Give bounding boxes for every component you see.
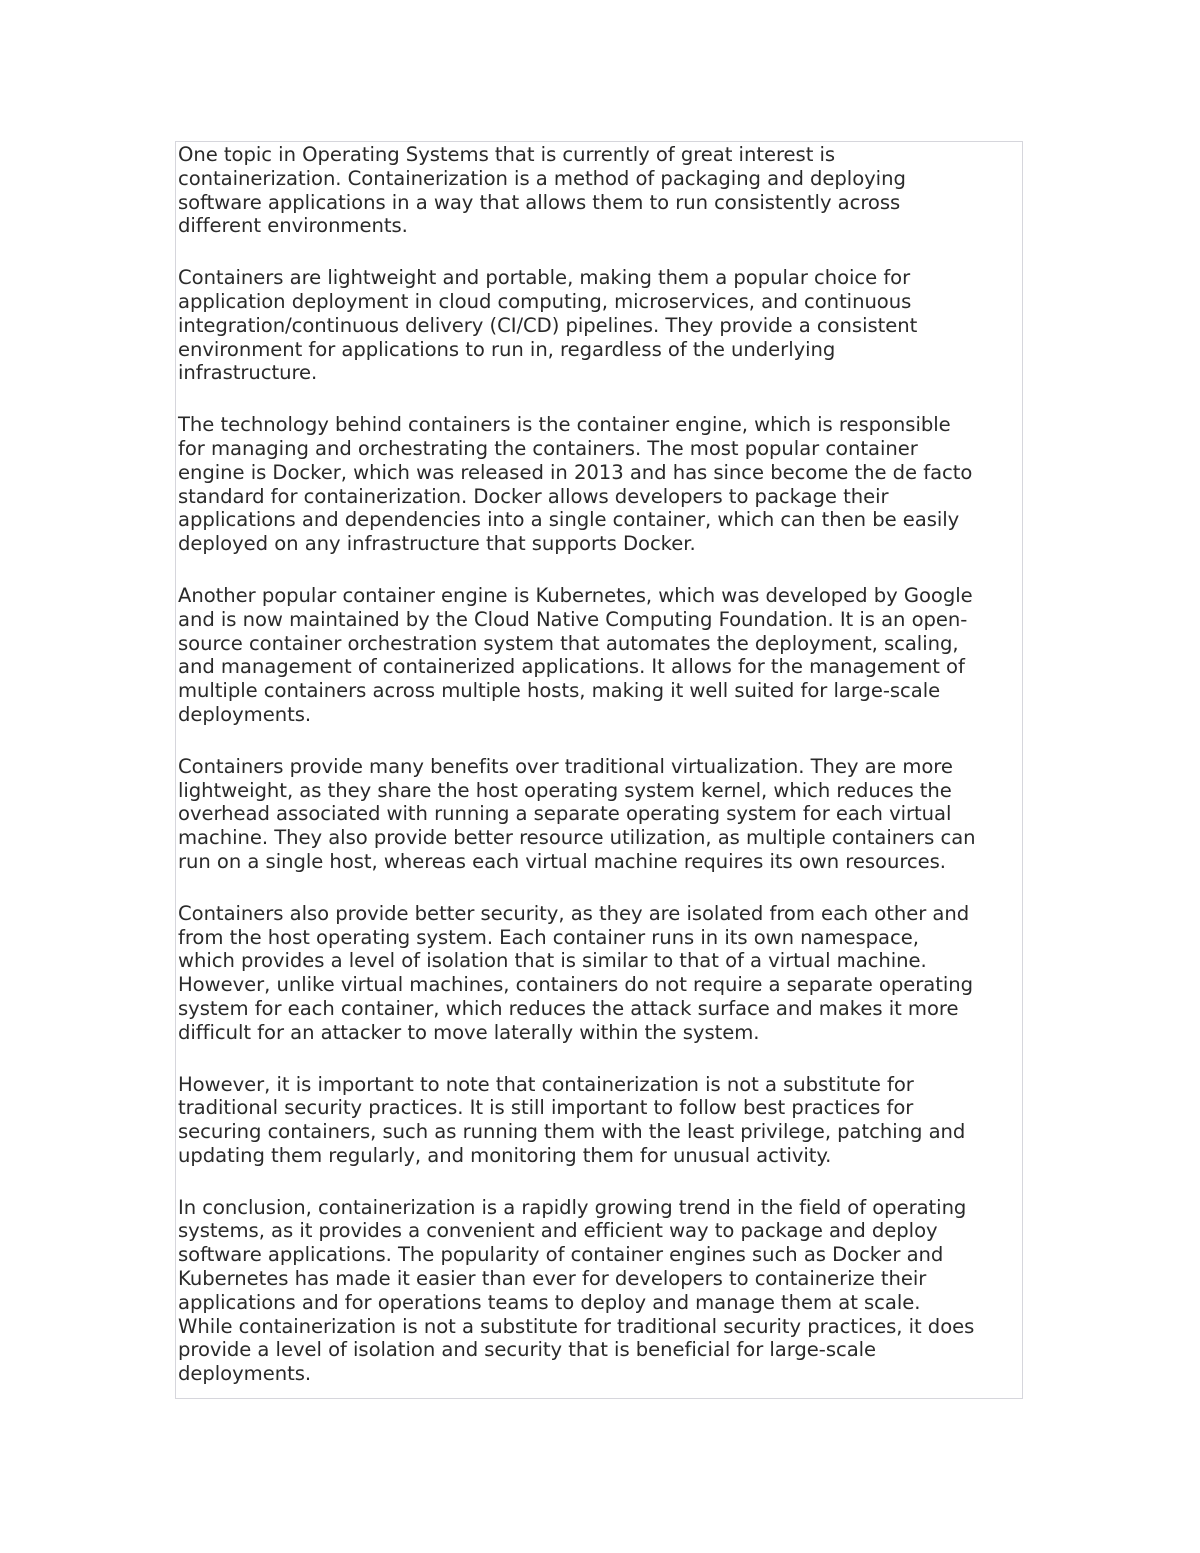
paragraph-2: Containers are lightweight and portable, making them a popular choice for application deployment in cloud computing, microservices, and continuous integration/continuous delivery (CI/CD) pipelines. They provide a consistent environment for applications to run in, regardless of the underlying infrastructure. [178,266,918,385]
paragraph-7: However, it is important to note that containerization is not a substitute for traditional security practices. It is still important to follow best practices for securing containers, such as running them with the least privilege, patching and updating them regularly, and monitoring them for unusual activity. [178,1072,966,1167]
paragraph-1: One topic in Operating Systems that is currently of great interest is containerization. Containerization is a method of packaging and deploying software applications in a way that allows them to run consistently across different environments. [178,143,906,238]
text-box [175,141,1023,1399]
paragraph-5: Containers provide many benefits over traditional virtualization. They are more lightweight, as they share the host operating system kernel, which reduces the overhead associated with running a separate operating system for each virtual machine. They also provide better resource utilization, as multiple containers can run on a single host, whereas each virtual machine requires its own resources. [178,754,976,873]
paragraph-4: Another popular container engine is Kubernetes, which was developed by Google and is now maintained by the Cloud Native Computing Foundation. It is an open- source container orchestration system that automates the deployment, scaling, and management of containerized applications. It allows for the management of multiple containers across multiple hosts, making it well suited for large-scale deployments. [178,583,973,726]
paragraph-3: The technology behind containers is the container engine, which is responsible for managing and orchestrating the containers. The most popular container engine is Docker, which was released in 2013 and has since become the de facto standard for containerization. Docker allows developers to package their applications and dependencies into a single container, which can then be easily deployed on any infrastructure that supports Docker. [178,413,973,556]
paragraph-6: Containers also provide better security, as they are isolated from each other and from the host operating system. Each container runs in its own namespace, which provides a level of isolation that is similar to that of a virtual machine. However, unlike virtual machines, containers do not require a separate operating system for each container, which reduces the attack surface and makes it more difficult for an attacker to move laterally within the system. [178,901,973,1044]
paragraph-8: In conclusion, containerization is a rapidly growing trend in the field of operating systems, as it provides a convenient and efficient way to package and deploy software applications. The popularity of container engines such as Docker and Kubernetes has made it easier than ever for developers to containerize their applications and for operations teams to deploy and manage them at scale. While containerization is not a substitute for traditional security practices, it does provide a level of isolation and security that is beneficial for large-scale deployments. [178,1195,975,1386]
